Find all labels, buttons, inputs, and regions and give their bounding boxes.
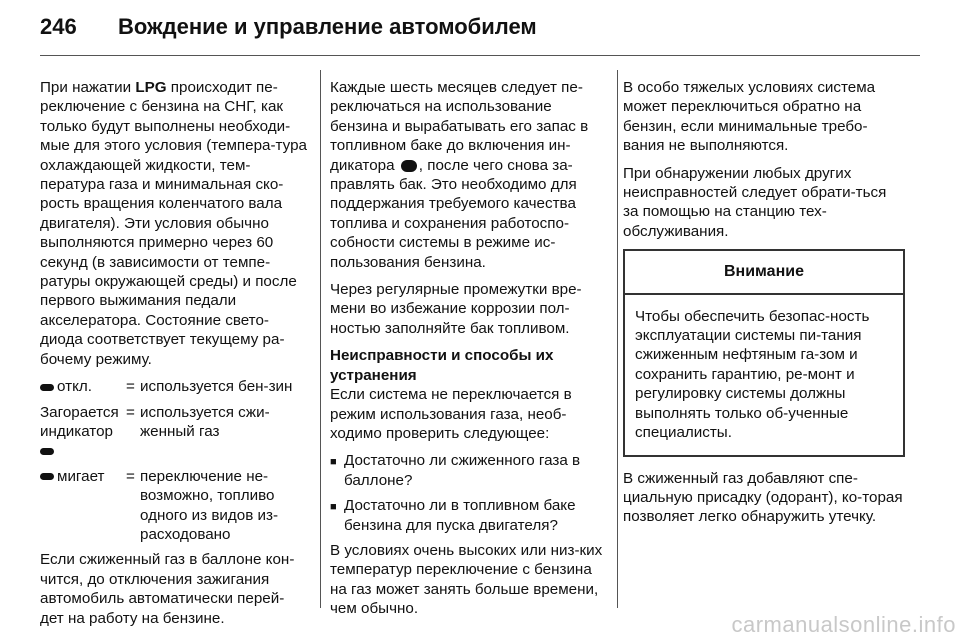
text: При нажатии xyxy=(40,79,136,96)
state-definition: используется бен-зин xyxy=(140,378,293,396)
led-icon xyxy=(40,473,54,480)
led-state-row xyxy=(40,377,308,396)
lpg-label: LPG xyxy=(135,79,167,96)
bullet-icon: ■ xyxy=(330,501,337,514)
column-3 xyxy=(623,78,905,535)
warning-body: Чтобы обеспечить безопас-ность эксплуатации системы пи-тания сжиженным нефтяным га-зом и сохранить гарантию, ре-монт и регулировку системы должны выполнять только об-ученные специалисты. xyxy=(635,307,870,442)
equals-sign: = xyxy=(126,378,135,396)
list-item xyxy=(330,496,610,535)
column-2 xyxy=(330,78,610,627)
paragraph: Если система не переключается в режим использования газа, необ-ходимо проверить следующее: xyxy=(330,386,572,442)
text: Каждые шесть месяцев следует пе-реключаться на использование бензина и вырабатывать его запас в топливном баке до включения ин-дикатора xyxy=(330,79,589,174)
paragraph: При обнаружении любых других неисправностей следует обрати-ться за помощью на станцию тех-обслуживания. xyxy=(623,164,887,240)
bullet-icon: ■ xyxy=(330,456,337,469)
paragraph: Через регулярные промежутки вре-мени во избежание коррозии пол-ностью заполняйте бак топливом. xyxy=(330,281,582,337)
watermark: carmanualsonline.info xyxy=(731,612,956,637)
column-1 xyxy=(40,78,308,636)
paragraph: В сжиженный газ добавляют спе-циальную присадку (одорант), ко-торая позволяет легко обнаружить утечку. xyxy=(623,469,903,526)
section-heading: Неисправности и способы их устранения xyxy=(330,347,554,384)
header-rule xyxy=(40,55,920,56)
paragraph: В условиях очень высоких или низ-ких температур переключение с бензина на газ может занять больше времени, чем обычно. xyxy=(330,541,603,618)
state-definition: используется сжи-женный газ xyxy=(140,403,270,440)
page-header xyxy=(40,14,920,40)
led-icon xyxy=(40,384,54,391)
page-title: Вождение и управление автомобилем xyxy=(118,14,537,39)
list-item xyxy=(330,451,610,490)
state-term: откл. xyxy=(57,378,92,396)
list-item-text: Достаточно ли в топливном баке бензина для пуска двигателя? xyxy=(344,497,576,534)
paragraph: Если сжиженный газ в баллоне кон-чится, до отключения зажигания автомобиль автоматически перей-дет на работу на бензине. xyxy=(40,551,295,627)
text: происходит пе-реключение с бензина на СНГ, как только будут выполнены необходи-мые для этого условия (темпера-тура охлаждающей жидкости, тем-пература газа и минимальная ско-рость вращения коленчатого вала двигателя). Эти условия обычно выполняются примерно через 60 секунд (в зависимости от темпе-ратуры окружающей среды) и после первого выжимания педали акселератора. Состояние свето-диода соответствует текущему ра-бочему режиму. xyxy=(40,79,307,368)
state-term: мигает xyxy=(57,467,105,485)
led-state-row xyxy=(40,467,308,545)
page-number: 246 xyxy=(40,14,77,39)
column-divider xyxy=(617,70,618,608)
warning-box xyxy=(623,249,905,456)
state-term: Загорается индикатор xyxy=(40,403,119,440)
list-item-text: Достаточно ли сжиженного газа в баллоне? xyxy=(344,452,581,489)
state-definition: переключение не-возможно, топливо одного из видов из-расходовано xyxy=(140,467,278,543)
text: , после чего снова за-правлять бак. Это необходимо для поддержания требуемого качества топлива и сохранения работоспо-собности системы в режиме ис-пользования бензина. xyxy=(330,156,577,271)
led-state-row xyxy=(40,403,308,461)
paragraph xyxy=(40,78,308,369)
led-icon xyxy=(40,448,54,455)
equals-sign: = xyxy=(126,403,135,421)
warning-title: Внимание xyxy=(625,251,903,294)
paragraph xyxy=(330,78,610,272)
paragraph: В особо тяжелых условиях система может переключиться обратно на бензин, если минимальные требо-вания не выполняются. xyxy=(623,79,876,155)
fuel-indicator-icon xyxy=(401,160,417,172)
equals-sign: = xyxy=(126,467,135,485)
column-divider xyxy=(320,70,321,608)
